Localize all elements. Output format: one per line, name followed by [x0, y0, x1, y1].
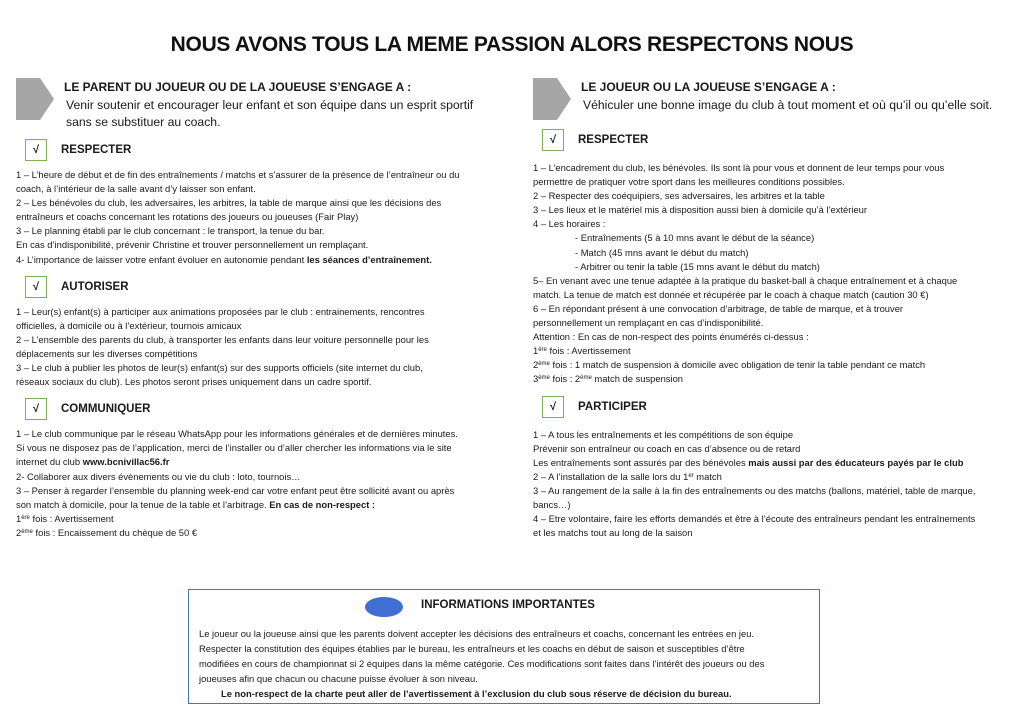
player-respecter-section [533, 126, 1011, 387]
parent-column [16, 76, 504, 540]
player-engagement-text: Véhiculer une bonne image du club à tout moment et où qu’il ou qu’elle soit. [583, 98, 993, 112]
section-heading: RESPECTER [578, 134, 649, 146]
parent-engagement-heading: LE PARENT DU JOUEUR OU DE LA JOUEUSE S’ENGAGE A : [64, 80, 412, 94]
info-text: Le joueur ou la joueuse ainsi que les parents doivent accepter les décisions des entraîneurs et coachs, concernant les entrées en jeu. Respecter la constitution des équipes établies par le bureau, les entraîneurs et les coachs en début de saison et susceptibles d’être modifiées en cours de championnat si 2 équipes dans la même catégorie. Ces modifications sont faites dans l’intérêt des joueurs ou des joueuses afin que chacun ou chacune puisse évoluer à son niveau. Le non-respect de la charte peut aller de l’avertissement à l’exclusion du club sous réserve de décision du bureau. [199, 626, 811, 701]
parent-engagement [16, 76, 504, 128]
arrow-shape-icon [533, 78, 571, 120]
section-heading: AUTORISER [61, 280, 129, 293]
info-heading: INFORMATIONS IMPORTANTES [421, 599, 595, 611]
info-footer: Le non-respect de la charte peut aller de l’avertissement à l’exclusion du club sous réserve de décision du bureau. [221, 688, 732, 699]
checkmark-icon: √ [25, 398, 47, 420]
checkmark-icon: √ [25, 139, 47, 161]
parent-autoriser-section [16, 273, 504, 390]
section-heading: COMMUNIQUER [61, 403, 151, 416]
section-text: 1 – L’encadrement du club, les bénévoles. Ils sont là pour vous et donnent de leur temps pour vous permettre de pratiquer votre sport dans les meilleures conditions possibles. 2 – Respecter des coéquipiers, ses adversaires, les arbitres et la table 3 – Les lieux et le matériel mis à disposition aussi bien à domicile qu’à l’extérieur 4 – Les horaires : - Entraînements (5 à 10 mns avant le début de la séance) - Match (45 mns avant le début du match) - Arbitrer ou tenir la table (15 mns avant le début du match) 5– En venant avec une tenue adaptée à la pratique du basket-ball à chaque entraînement et à chaque match. La tenue de match est donnée et récupérée par le coach à chaque match (caution 30 €) 6 – En répondant présent à une convocation d’arbitrage, de table de marque, et à trouver personnellement un remplaçant en cas d’indisponibilité. Attention : En cas de non-respect des points énumérés ci-dessus : 1ère fois : Avertissement 2ème fois : 1 match de suspension à domicile avec obligation de tenir la table pendant ce match 3ème fois : 2ème match de suspension [533, 162, 958, 385]
section-text: 1 – L’heure de début et de fin des entraînements / matchs et s’assurer de la présence de l’entraîneur ou du coach, à l’intérieur de la salle avant d’y laisser son enfant. 2 – Les bénévoles du club, les adversaires, les arbitres, la table de marque ainsi que les décisions des entraîneurs et coachs concernant les rotations des joueurs ou joueuses (Fair Play) 3 – Le planning établi par le club concernant : le transport, la tenue du bar. En cas d’indisponibilité, prévenir Christine et trouver personnellement un remplaçant. 4- L’importance de laisser votre enfant évoluer en autonomie pendant les séances d’entraînement. [16, 169, 460, 265]
section-text: 1 – Leur(s) enfant(s) à participer aux animations proposées par le club : entrainements, rencontres officielles, à domicile ou à l’extérieur, tournois amicaux 2 – L’ensemble des parents du club, à transporter les enfants dans leur voiture personnelle pour les déplacements sur les diverses compétitions 3 – Le club à publier les photos de leur(s) enfant(s) sur des supports officiels (site internet du club, réseaux sociaux du club). Les photos seront prises uniquement dans un cadre sportif. [16, 305, 429, 388]
parent-respecter-section [16, 136, 504, 267]
section-heading: PARTICIPER [578, 400, 647, 413]
checkmark-icon: √ [542, 396, 564, 418]
player-engagement [533, 76, 1011, 124]
parent-communiquer-section [16, 395, 504, 540]
page-title: NOUS AVONS TOUS LA MEME PASSION ALORS RESPECTONS NOUS [170, 33, 854, 56]
parent-engagement-text: Venir soutenir et encourager leur enfant et son équipe dans un esprit sportif sans se substituer au coach. [66, 98, 474, 129]
checkmark-icon: √ [542, 129, 564, 151]
player-participer-section [533, 393, 1011, 541]
important-info-box [188, 589, 820, 704]
section-text: 1 – A tous les entraînements et les compétitions de son équipe Prévenir son entraîneur ou coach en cas d’absence ou de retard Les entraînements sont assurés par des bénévoles mais aussi par des éducateurs payés par le club 2 – A l’installation de la salle lors du 1er match 3 – Au rangement de la salle à la fin des entraînements ou des matchs (ballons, matériel, table de marque, bancs…) 4 – Etre volontaire, faire les efforts demandés et être à l’écoute des entraîneurs pendant les entraînements et les matchs tout au long de la saison [533, 428, 976, 539]
club-website-link: www.bcnivillac56.fr [82, 456, 170, 468]
section-heading: RESPECTER [61, 144, 132, 156]
checkmark-icon: √ [25, 276, 47, 298]
player-column [533, 76, 1011, 540]
player-engagement-heading: LE JOUEUR OU LA JOUEUSE S’ENGAGE A : [581, 80, 836, 94]
arrow-shape-icon [16, 78, 54, 120]
blue-oval-icon [365, 597, 403, 617]
section-text: 1 – Le club communique par le réseau WhatsApp pour les informations générales et de dernières minutes. Si vous ne disposez pas de l’application, merci de l’installer ou d’aller chercher les informations via le site internet du club www.bcnivillac56.fr 2- Collaborer aux divers évènements ou vie du club : loto, tournois… 3 – Penser à regarder l’ensemble du planning week-end car votre enfant peut être sollicité avant ou après son match à domicile, pour la tenue de la table et l’arbitrage. En cas de non-respect : 1ère fois : Avertissement 2ème fois : Encaissement du chèque de 50 € [16, 428, 458, 538]
